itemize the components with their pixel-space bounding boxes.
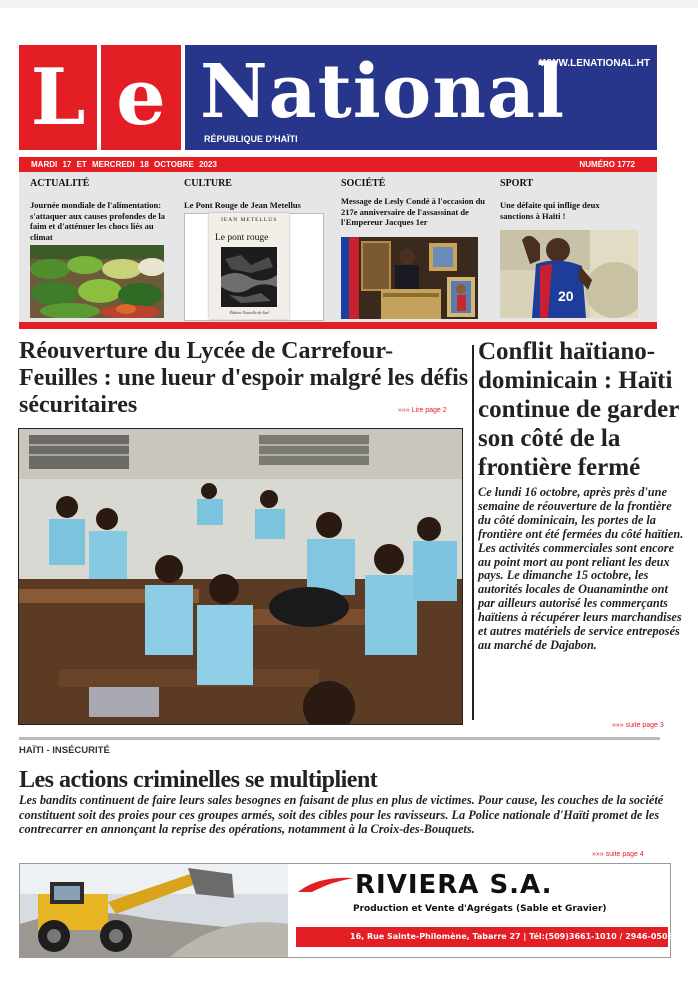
security-summary: Les bandits continuent de faire leurs sales besognes en faisant de plus en plus de victimes. Pour cause, les couches de la société constituent soit des proies pour ces groupes armés, soit des cibles pour les ravisseurs. La Police nationale d'Haïti promet de les contrecarrer en annonçant la reprise des opérations, notamment à la Croix-des-Bouquets.	[19, 793, 664, 836]
book-author: JEAN METELLUS	[220, 217, 278, 223]
teaser-strip-border	[19, 322, 657, 329]
teaser-section-culture[interactable]: CULTURE	[184, 178, 232, 189]
football-player-photo[interactable]	[500, 230, 638, 318]
loader-truck-photo	[20, 864, 288, 957]
side-continue-link[interactable]: »»» suite page 3	[612, 722, 664, 729]
edition-bar	[19, 157, 657, 172]
teaser-section-sport[interactable]: SPORT	[500, 178, 533, 189]
ad-brand-name: RIVIERA S.A.	[355, 870, 553, 900]
teaser-text-actualite[interactable]: Journée mondiale de l'alimentation: s'attaquer aux causes profondes de la faim et d'atténuer les chocs liés au climat	[30, 200, 165, 242]
top-strip	[0, 0, 698, 8]
teaser-text-culture[interactable]: Le Pont Rouge de Jean Metellus	[184, 200, 301, 210]
security-headline[interactable]: Les actions criminelles se multiplient	[19, 767, 378, 793]
book-publisher: Édition Nouvelle du Sud	[229, 310, 269, 315]
logo-letter-l: L	[19, 45, 97, 150]
teaser-text-sport[interactable]: Une défaite qui inflige deux sanctions à Haïti !	[500, 200, 600, 221]
lesly-conde-speech-photo[interactable]	[341, 237, 478, 319]
ad-tagline: Production et Vente d'Agrégats (Sable et Gravier)	[353, 904, 607, 914]
book-cover	[209, 213, 289, 319]
security-kicker: HAÏTI - INSÉCURITÉ	[19, 745, 110, 756]
teaser-text-societe[interactable]: Message de Lesly Condé à l'occasion du 217e anniversaire de l'assassinat de l'Empereur Jacques 1er	[341, 196, 486, 227]
ad-address: 16, Rue Sainte-Philomène, Tabarre 27 | Tél:(509)3661-1010 / 2946-0505	[350, 932, 674, 941]
side-summary: Ce lundi 16 octobre, après près d'une semaine de réouverture de la frontière du côté dominicain, les portes de la frontière ont été fermées du côté haïtien. Les activités commerciales sont encore au point mort au pont reliant les deux pays. Le dimanche 15 octobre, les autorités locales de Ouanaminthe ont par ailleurs autorisé les commerçants haïtiens à récupérer leurs marchandises et autres matériels de service entreposés au marché de Dajabon.	[478, 485, 684, 652]
security-continue-link[interactable]: »»» suite page 4	[592, 851, 644, 858]
column-divider	[472, 345, 474, 720]
teaser-section-societe[interactable]: SOCIÉTÉ	[341, 178, 386, 189]
side-headline[interactable]: Conflit haïtiano-dominicain : Haïti continue de garder son côté de la frontière fermé	[478, 338, 679, 481]
lead-headline[interactable]: Réouverture du Lycée de Carrefour-Feuilles : une lueur d'espoir malgré les défis sécuritaires	[19, 338, 469, 418]
teaser-section-actualite[interactable]: ACTUALITÉ	[30, 178, 90, 189]
masthead-title: National	[200, 49, 566, 135]
website-link[interactable]: WWW.LENATIONAL.HT	[539, 58, 650, 69]
section-separator	[19, 737, 660, 740]
vegetable-market-photo[interactable]	[30, 245, 164, 318]
edition-date: MARDI 17 ET MERCREDI 18 OCTOBRE 2023	[31, 160, 217, 169]
edition-number: NUMÉRO 1772	[579, 160, 635, 169]
book-title: Le pont rouge	[215, 233, 269, 243]
book-cover-artwork	[221, 247, 277, 307]
riviera-logo-swoosh-icon	[296, 874, 356, 894]
classroom-photo[interactable]	[18, 428, 463, 725]
country-label: RÉPUBLIQUE D'HAÏTI	[204, 134, 298, 144]
logo-letter-e: e	[101, 45, 181, 150]
jersey-number: 20	[558, 288, 574, 304]
lead-read-more-link[interactable]: »»» Lire page 2	[398, 407, 447, 414]
